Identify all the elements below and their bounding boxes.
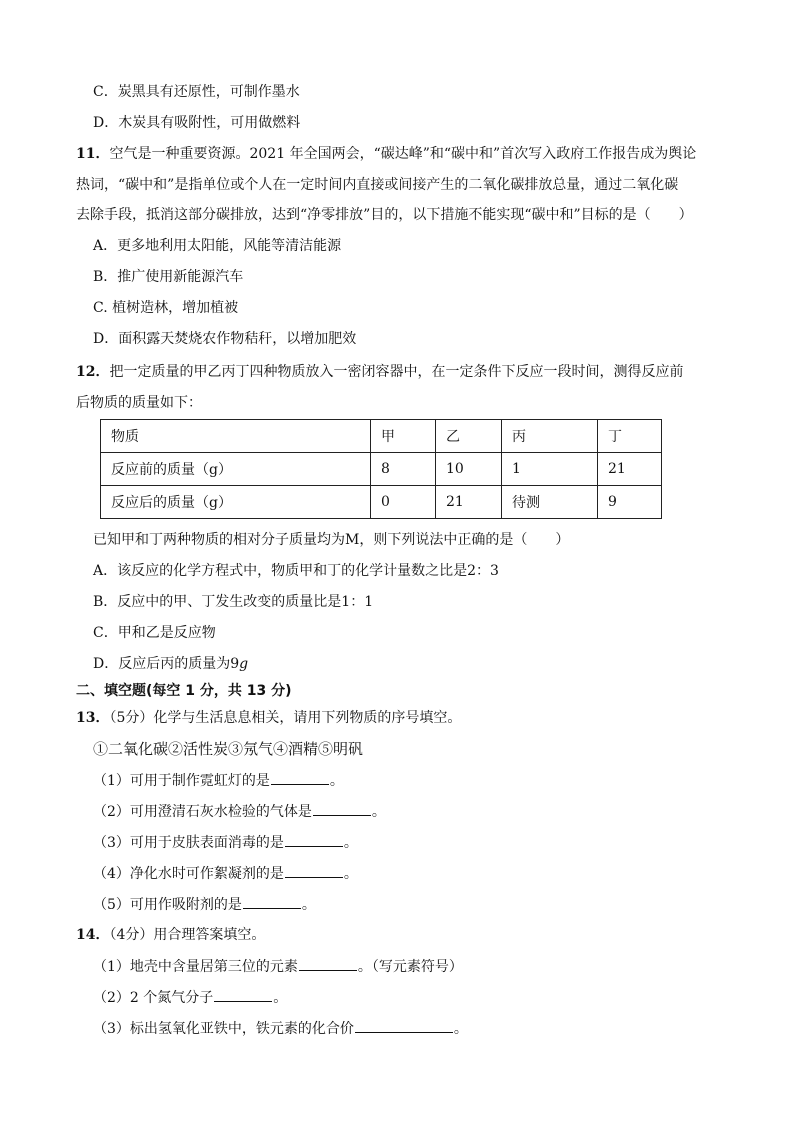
q10-option-d: D．木炭具有吸附性，可用做燃料 [93,115,301,131]
table-cell: 9 [598,486,662,519]
q11-option-c: C. 植树造林，增加植被 [93,300,239,316]
table-cell: 1 [502,453,598,486]
table-cell: 丙 [502,420,598,453]
section-title: 二、填空题(每空 1 分，共 13 分) [76,683,292,699]
mass-table [100,419,662,519]
answer-blank[interactable] [285,863,343,878]
q13-item-3: （3）可用于皮肤表面消毒的是 。 [93,832,358,853]
q12-number: 12． [76,364,110,380]
table-cell: 8 [371,453,436,486]
table-cell: 21 [436,486,502,519]
q14-item-2: （2）2 个氮气分子 。 [93,987,287,1008]
q12-option-a: A．该反应的化学方程式中，物质甲和丁的化学计量数之比是2：3 [93,563,499,579]
table-cell: 21 [598,453,662,486]
answer-blank[interactable] [285,832,343,847]
q13-substances: ①二氧化碳②活性炭③氖气④酒精⑤明矾 [93,740,364,758]
answer-blank[interactable] [214,987,272,1002]
q11-option-a: A．更多地利用太阳能，风能等清洁能源 [93,238,342,254]
answer-blank[interactable] [243,894,301,909]
table-cell: 丁 [598,420,662,453]
q11-option-d: D．面积露天焚烧农作物秸秆，以增加肥效 [93,331,357,347]
q12-line-1: 12．把一定质量的甲乙丙丁四种物质放入一密闭容器中，在一定条件下反应一段时间，测得反应前 [76,364,684,380]
table-row [101,486,662,519]
q11-option-b: B．推广使用新能源汽车 [93,269,244,285]
q14-item-3: （3）标出氢氧化亚铁中，铁元素的化合价 。 [93,1018,468,1039]
q11-line-3: 去除手段，抵消这部分碳排放，达到“净零排放”目的，以下措施不能实现“碳中和”目标的是（ ） [76,207,693,223]
q11-line-1: 11．空气是一种重要资源。2021 年全国两会，“碳达峰”和“碳中和”首次写入政府工作报告成为舆论 [76,146,697,162]
answer-blank[interactable] [271,770,329,785]
q12-option-c: C．甲和乙是反应物 [93,625,216,641]
table-cell: 反应后的质量（g） [101,486,371,519]
q12-line-2: 后物质的质量如下： [76,395,202,411]
table-header-row [101,420,662,453]
q12-stem: 已知甲和丁两种物质的相对分子质量均为M，则下列说法中正确的是（ ） [93,532,570,548]
table-cell: 待测 [502,486,598,519]
q13-item-2: （2）可用澄清石灰水检验的气体是 。 [93,801,386,822]
q13-item-1: （1）可用于制作霓虹灯的是 。 [93,770,344,791]
answer-blank[interactable] [313,801,371,816]
q13-intro: 13．（5分）化学与生活息息相关，请用下列物质的序号填空。 [76,710,462,726]
q14-intro: 14．（4分）用合理答案填空。 [76,927,266,943]
table-row [101,453,662,486]
table-cell: 物质 [101,420,371,453]
q13-item-4: （4）净化水时可作絮凝剂的是 。 [93,863,358,884]
table-cell: 反应前的质量（g） [101,453,371,486]
q14-number: 14． [76,927,110,943]
table-cell: 10 [436,453,502,486]
table-cell: 乙 [436,420,502,453]
q11-number: 11． [76,146,110,162]
q14-item-1: （1）地壳中含量居第三位的元素 。（写元素符号） [93,956,463,977]
q10-option-c: C．炭黑具有还原性，可制作墨水 [93,84,300,100]
q13-number: 13． [76,710,110,726]
answer-blank[interactable] [355,1018,453,1033]
table-cell: 0 [371,486,436,519]
q13-item-5: （5）可用作吸附剂的是 。 [93,894,316,915]
q11-line-2: 热词，“碳中和”是指单位或个人在一定时间内直接或间接产生的二氧化碳排放总量，通过二氧化碳 [76,177,679,193]
q12-option-d: D．反应后丙的质量为9g [93,656,249,672]
table-cell: 甲 [371,420,436,453]
answer-blank[interactable] [299,956,357,971]
q12-option-b: B．反应中的甲、丁发生改变的质量比是1：1 [93,594,374,610]
